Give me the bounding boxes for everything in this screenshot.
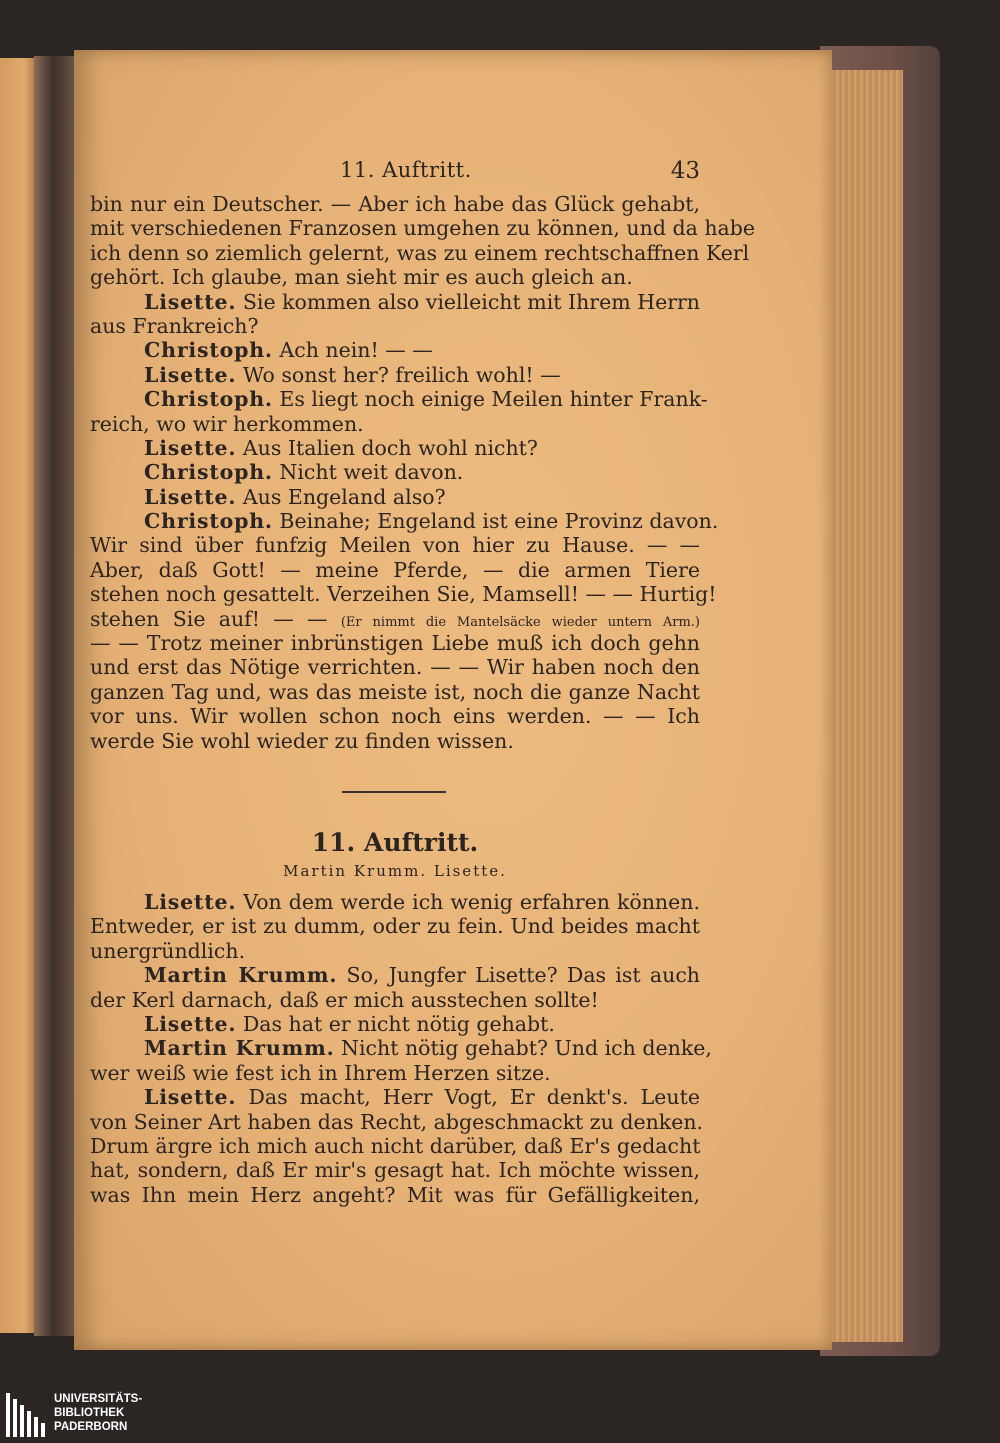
- line-text: ganzen Tag und, was das meiste ist, noch die ganze Nacht: [90, 679, 700, 704]
- text-line: [90, 192, 700, 216]
- text-line: [90, 914, 700, 938]
- line-text: — — Trotz meiner inbrünstigen Liebe muß ich doch gehn: [90, 631, 700, 656]
- text-line: [90, 485, 700, 509]
- text-line: [90, 655, 700, 679]
- text-line: [90, 1036, 712, 1061]
- page-edges: [826, 70, 903, 1342]
- line-text: Von dem werde ich wenig erfahren können.: [243, 890, 700, 914]
- text-line: [90, 533, 700, 557]
- line-text: Das hat er nicht nötig gehabt.: [242, 1011, 555, 1036]
- line-text: Ach nein! — —: [279, 338, 433, 363]
- text-block-bottom: [90, 890, 712, 1207]
- stage-direction: (Er nimmt die Mantelsäcke wieder untern Arm.): [340, 614, 700, 630]
- speaker-name: Martin Krumm.: [144, 1036, 335, 1061]
- text-line: [90, 1109, 704, 1134]
- speaker-name: Lisette.: [144, 1085, 237, 1110]
- speaker-name: Christoph.: [144, 338, 273, 363]
- speaker-name: Lisette.: [144, 1011, 237, 1036]
- line-text: der Kerl darnach, daß er mich ausstechen sollte!: [90, 987, 599, 1012]
- text-line: [90, 1012, 700, 1036]
- text-line: [90, 314, 700, 338]
- logo-line: BIBLIOTHEK: [54, 1407, 125, 1419]
- text-line: [90, 290, 700, 314]
- text-line: [90, 558, 700, 582]
- page-number: 43: [670, 158, 700, 184]
- left-page-edge: [0, 58, 34, 1333]
- line-text: Sie kommen also vielleicht mit Ihrem Herrn: [242, 289, 700, 314]
- line-text: von Seiner Art haben das Recht, abgeschmackt zu denken.: [90, 1109, 704, 1134]
- text-line: [90, 939, 700, 963]
- text-line: [90, 890, 700, 914]
- line-text: Aus Engeland also?: [242, 484, 446, 509]
- book-gutter: [34, 56, 76, 1336]
- speaker-name: Lisette.: [144, 484, 237, 509]
- text-line: [90, 338, 700, 362]
- line-text: stehen Sie auf! — —: [90, 606, 328, 631]
- line-text: Drum ärgre ich mich auch nicht darüber, daß Er's gedacht: [90, 1133, 701, 1158]
- text-line: [90, 631, 700, 655]
- running-head: 11. Auftritt.: [340, 158, 472, 182]
- line-text: mit verschiedenen Franzosen umgehen zu können, und da habe: [90, 216, 756, 241]
- text-line: [90, 216, 756, 241]
- logo-line: UNIVERSITÄTS-: [54, 1393, 143, 1405]
- text-line: [90, 988, 700, 1012]
- speaker-name: Christoph.: [144, 460, 273, 485]
- line-text: Aus Italien doch wohl nicht?: [242, 435, 538, 460]
- line-text: reich, wo wir herkommen.: [90, 411, 364, 436]
- text-line: [90, 582, 717, 607]
- text-line: [90, 412, 700, 436]
- line-text: Nicht nötig gehabt? Und ich denke,: [341, 1036, 712, 1061]
- line-text: Wo sonst her? freilich wohl! —: [242, 362, 561, 387]
- text-line: [90, 1183, 700, 1207]
- scene-characters: Martin Krumm. Lisette.: [283, 862, 507, 880]
- line-text: gehört. Ich glaube, man sieht mir es auch gleich an.: [90, 265, 633, 290]
- text-line: [90, 607, 700, 631]
- text-line: [90, 509, 719, 534]
- section-divider: [342, 791, 446, 793]
- text-line: [90, 265, 700, 289]
- line-text: Aber, daß Gott! — meine Pferde, — die armen Tiere: [90, 557, 700, 582]
- line-text: So, Jungfer Lisette? Das ist auch: [346, 963, 700, 988]
- line-text: Das macht, Herr Vogt, Er denkt's. Leute: [248, 1085, 700, 1110]
- line-text: bin nur ein Deutscher. — Aber ich habe das Glück gehabt,: [90, 192, 700, 216]
- line-text: was Ihn mein Herz angeht? Mit was für Gefälligkeiten,: [90, 1182, 700, 1207]
- speaker-name: Christoph.: [144, 509, 273, 534]
- text-line: [90, 387, 708, 412]
- speaker-name: Lisette.: [144, 362, 237, 387]
- library-logo-mark-icon: [6, 1393, 46, 1437]
- logo-line: PADERBORN: [54, 1421, 128, 1433]
- line-text: vor uns. Wir wollen schon noch eins werden. — — Ich: [90, 704, 700, 729]
- line-text: Entweder, er ist zu dumm, oder zu fein. Und beides macht: [90, 914, 700, 939]
- text-line: [90, 460, 700, 484]
- text-line: [90, 963, 700, 987]
- text-line: [90, 1085, 700, 1109]
- page-header: [90, 158, 700, 190]
- line-text: Nicht weit davon.: [279, 460, 464, 485]
- line-text: Es liegt noch einige Meilen hinter Frank-: [279, 387, 708, 412]
- text-line: [90, 680, 700, 704]
- text-line: [90, 1134, 700, 1158]
- speaker-name: Lisette.: [144, 890, 237, 914]
- line-text: werde Sie wohl wieder zu finden wissen.: [90, 728, 514, 753]
- line-text: unergründlich.: [90, 938, 246, 963]
- line-text: ich denn so ziemlich gelernt, was zu einem rechtschaffnen Kerl: [90, 240, 750, 265]
- speaker-name: Christoph.: [144, 387, 273, 412]
- text-line: [90, 1158, 700, 1182]
- speaker-name: Martin Krumm.: [144, 963, 338, 988]
- text-line: [90, 240, 750, 265]
- text-line: [90, 729, 700, 753]
- line-text: wer weiß wie fest ich in Ihrem Herzen sitze.: [90, 1060, 551, 1085]
- line-text: Beinahe; Engeland ist eine Provinz davon.: [279, 509, 719, 534]
- speaker-name: Lisette.: [144, 289, 237, 314]
- line-text: aus Frankreich?: [90, 313, 259, 338]
- text-block-top: [90, 192, 756, 753]
- text-line: [90, 363, 700, 387]
- scene-title: 11. Auftritt.: [311, 828, 479, 857]
- line-text: und erst das Nötige verrichten. — — Wir haben noch den: [90, 655, 700, 680]
- library-logo: [6, 1392, 206, 1438]
- speaker-name: Lisette.: [144, 435, 237, 460]
- line-text: hat, sondern, daß Er mir's gesagt hat. Ich möchte wissen,: [90, 1158, 700, 1183]
- text-line: [90, 436, 700, 460]
- line-text: stehen noch gesattelt. Verzeihen Sie, Mamsell! — — Hurtig!: [90, 582, 717, 607]
- line-text: Wir sind über funfzig Meilen von hier zu Hause. — —: [90, 533, 700, 558]
- text-line: [90, 1061, 700, 1085]
- library-logo-text: [54, 1392, 142, 1434]
- text-line: [90, 704, 700, 728]
